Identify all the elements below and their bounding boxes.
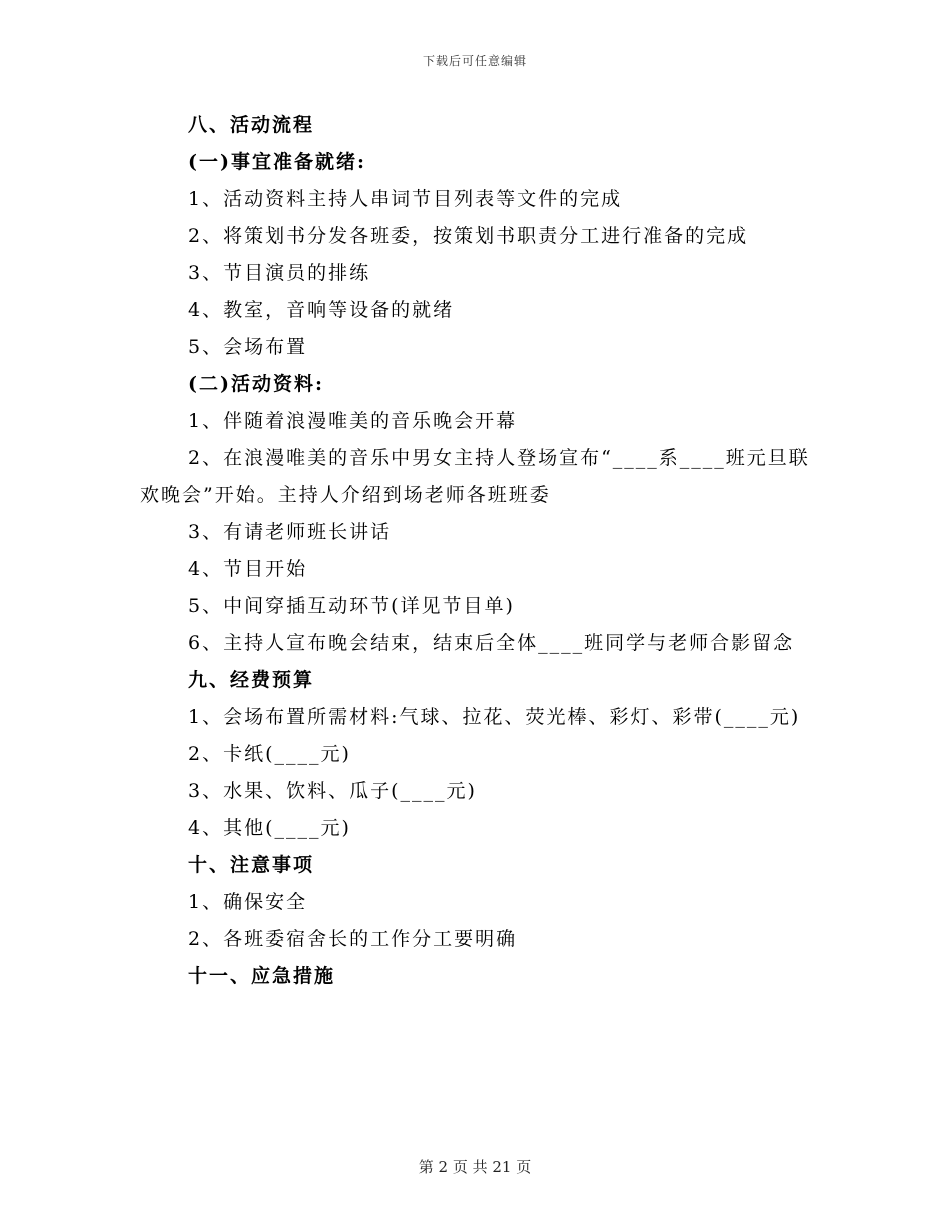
list-item: 3、节目演员的排练 xyxy=(188,262,371,284)
section-heading-emergency: 十一、应急措施 xyxy=(188,965,336,987)
list-item: 3、有请老师班长讲话 xyxy=(188,521,392,543)
list-item: 3、水果、饮料、瓜子(____元) xyxy=(188,780,477,802)
subsection-heading-preparation: (一)事宜准备就绪: xyxy=(188,151,366,173)
list-item: 1、会场布置所需材料:气球、拉花、荧光棒、彩灯、彩带(____元) xyxy=(188,706,801,728)
section-heading-activity-flow: 八、活动流程 xyxy=(188,114,315,136)
list-item: 4、其他(____元) xyxy=(188,817,351,839)
page-number: 第 2 页 共 21 页 xyxy=(418,1158,532,1176)
list-item: 4、教室，音响等设备的就绪 xyxy=(188,299,455,321)
list-item: 1、伴随着浪漫唯美的音乐晚会开幕 xyxy=(188,410,518,432)
list-item: 2、卡纸(____元) xyxy=(188,743,351,765)
subsection-heading-activity-content: (二)活动资料: xyxy=(188,373,324,395)
section-heading-notes: 十、注意事项 xyxy=(188,854,315,876)
list-item: 4、节目开始 xyxy=(188,558,308,580)
list-item: 2、将策划书分发各班委，按策划书职责分工进行准备的完成 xyxy=(188,225,749,247)
list-item: 5、会场布置 xyxy=(188,336,308,358)
section-heading-budget: 九、经费预算 xyxy=(188,669,315,691)
list-item: 6、主持人宣布晚会结束，结束后全体____班同学与老师合影留念 xyxy=(188,632,795,654)
list-item: 1、确保安全 xyxy=(188,891,308,913)
page-header: 下载后可任意编辑 xyxy=(422,54,527,68)
list-item: 2、各班委宿舍长的工作分工要明确 xyxy=(188,928,518,950)
document-body xyxy=(140,107,810,995)
list-item: 2、在浪漫唯美的音乐中男女主持人登场宣布“____系____班元旦联欢晚会”开始。主持人介绍到场老师各班班委 xyxy=(140,447,810,506)
list-item: 5、中间穿插互动环节(详见节目单) xyxy=(188,595,515,617)
list-item: 1、活动资料主持人串词节目列表等文件的完成 xyxy=(188,188,623,210)
